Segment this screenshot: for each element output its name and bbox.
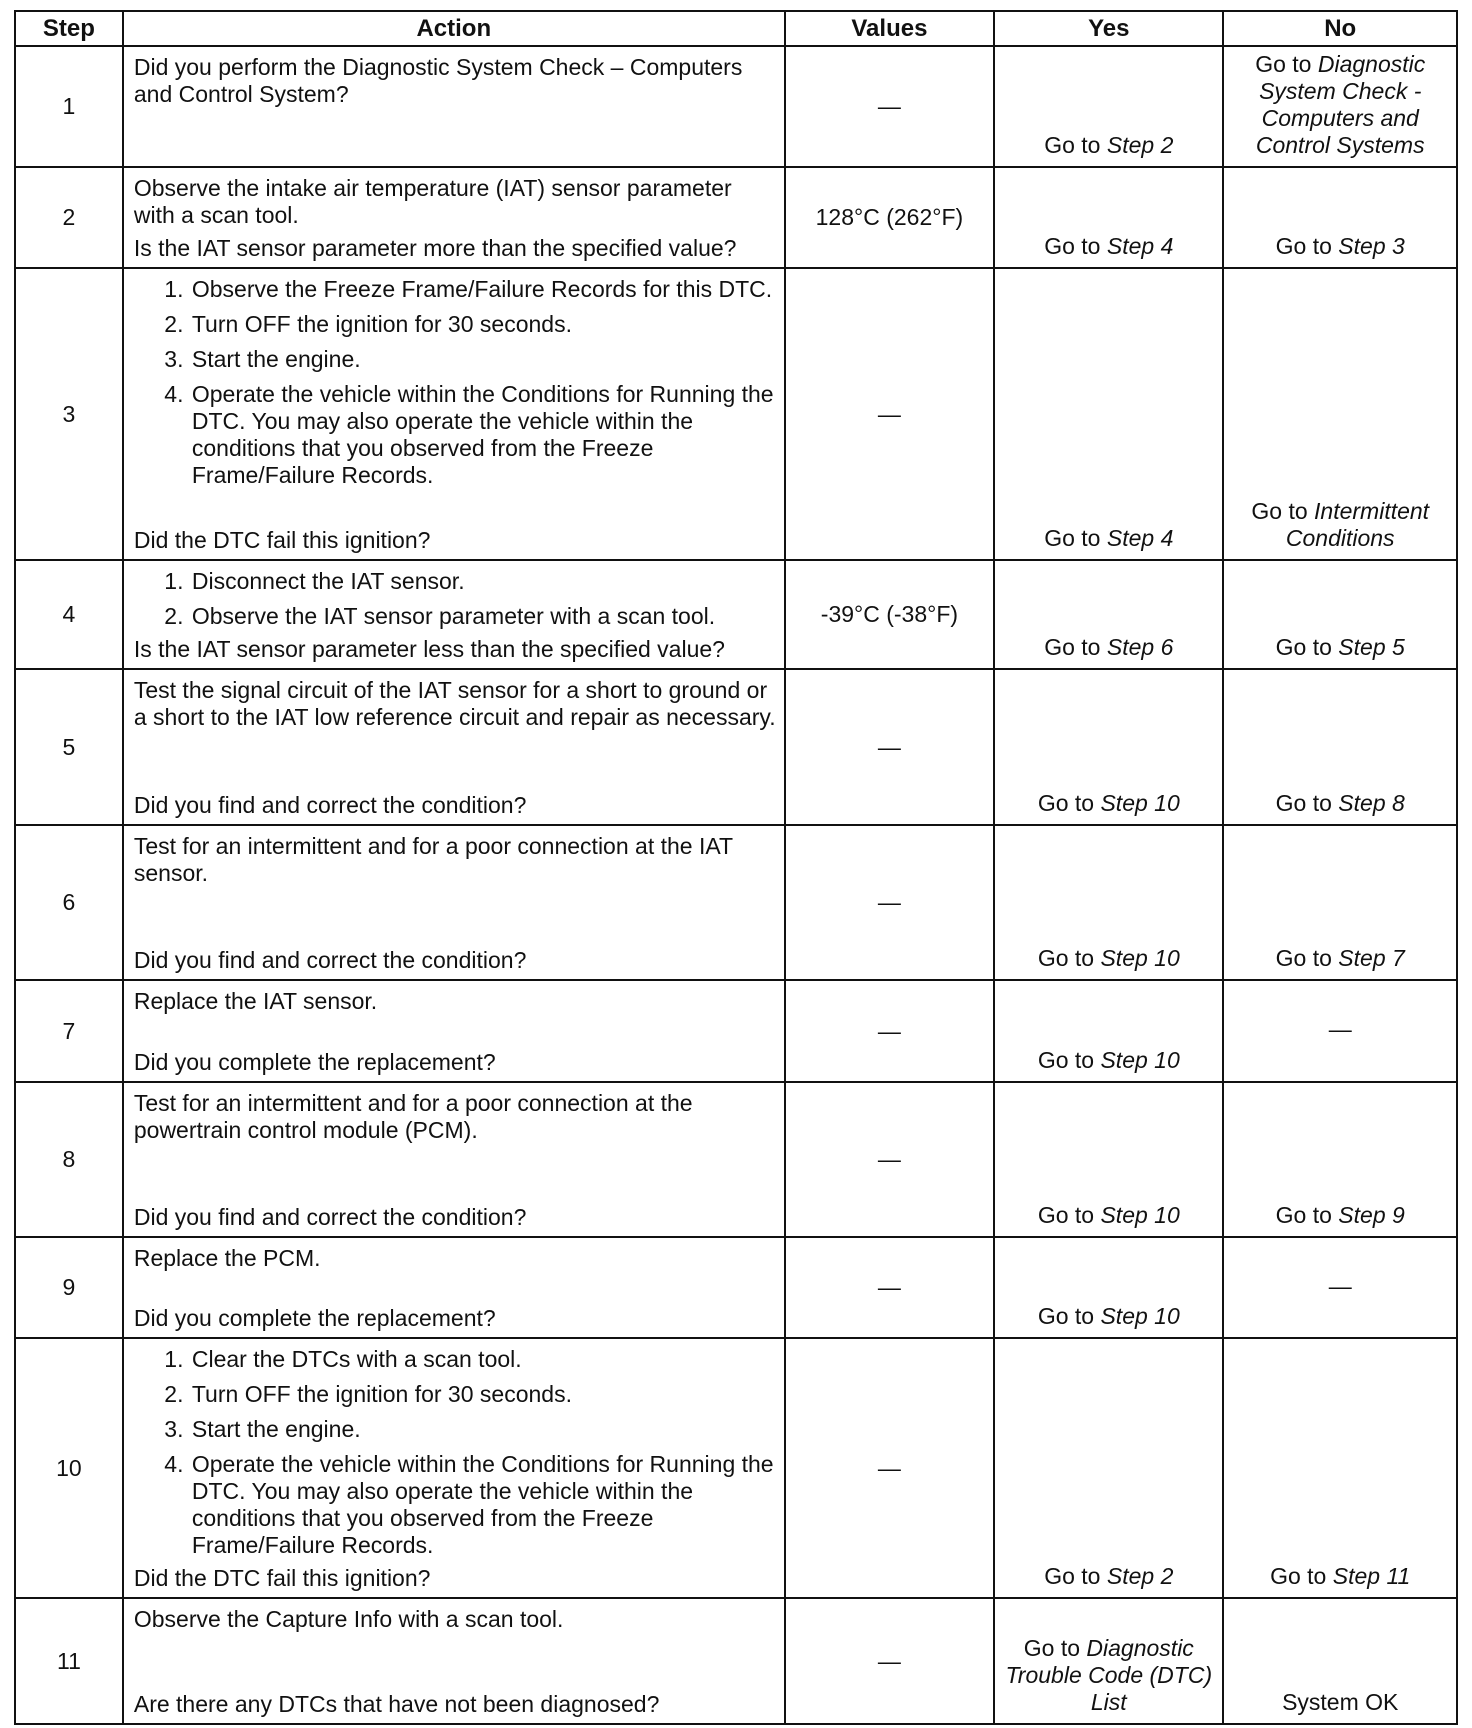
yes-goto-link[interactable]: Step 6 xyxy=(1106,634,1174,660)
step-number: 11 xyxy=(15,1598,123,1724)
yes-goto-link[interactable]: Step 10 xyxy=(1100,945,1180,971)
action-step-item: 1. Observe the Freeze Frame/Failure Records for this DTC. xyxy=(190,276,776,303)
action-step-item: 4. Operate the vehicle within the Conditions for Running the DTC. You may also operate the vehicle within the conditions that you observed from the Freeze Frame/Failure Records. xyxy=(190,1451,776,1559)
yes-goto-link[interactable]: Step 2 xyxy=(1106,132,1174,158)
yes-goto-link[interactable]: Step 10 xyxy=(1100,790,1180,816)
yes-goto-link[interactable]: Step 4 xyxy=(1106,233,1174,259)
yes-cell xyxy=(994,46,1223,167)
no-cell xyxy=(1223,825,1457,980)
action-text: Did you perform the Diagnostic System Check – Computers and Control System? xyxy=(133,54,743,107)
yes-cell xyxy=(994,825,1223,980)
yes-goto-link[interactable]: Step 2 xyxy=(1106,1563,1174,1589)
no-result-text: System OK xyxy=(1282,1689,1399,1715)
yes-goto-prefix: Go to xyxy=(1037,1047,1101,1073)
action-step-item: 2. Observe the IAT sensor parameter with a scan tool. xyxy=(190,603,776,630)
step-number: 4 xyxy=(15,560,123,669)
table-row xyxy=(15,980,1457,1082)
action-step-item: 1. Clear the DTCs with a scan tool. xyxy=(190,1346,776,1373)
step-number: 2 xyxy=(15,167,123,268)
yes-goto-link[interactable]: Step 4 xyxy=(1106,525,1174,551)
yes-cell xyxy=(994,268,1223,560)
value-cell: — xyxy=(785,1598,994,1724)
yes-cell xyxy=(994,1338,1223,1598)
no-goto-link[interactable]: Step 11 xyxy=(1332,1563,1411,1589)
yes-goto-link[interactable]: Step 10 xyxy=(1100,1303,1180,1329)
action-cell xyxy=(123,825,785,980)
header-action: Action xyxy=(123,11,785,46)
value-cell: -39°C (-38°F) xyxy=(785,560,994,669)
header-yes: Yes xyxy=(994,11,1223,46)
yes-goto-prefix: Go to xyxy=(1044,634,1107,660)
yes-goto-prefix: Go to xyxy=(1044,1563,1107,1589)
table-row xyxy=(15,560,1457,669)
yes-goto-prefix: Go to xyxy=(1037,790,1101,816)
table-row xyxy=(15,1082,1457,1237)
no-goto-link[interactable]: Intermittent Conditions xyxy=(1285,498,1430,551)
no-result-text: — xyxy=(1328,1016,1352,1042)
action-steps-list xyxy=(134,1346,776,1559)
action-question: Is the IAT sensor parameter less than the specified value? xyxy=(133,636,725,662)
action-question: Did the DTC fail this ignition? xyxy=(133,527,431,553)
value-cell: — xyxy=(785,268,994,560)
yes-goto-link[interactable]: Diagnostic Trouble Code (DTC) List xyxy=(1005,1635,1213,1715)
yes-goto-prefix: Go to xyxy=(1044,525,1107,551)
step-number: 1 xyxy=(15,46,123,167)
action-cell xyxy=(123,1237,785,1338)
no-cell xyxy=(1223,1338,1457,1598)
yes-cell xyxy=(994,1237,1223,1338)
table-row xyxy=(15,46,1457,167)
no-goto-prefix: Go to xyxy=(1275,945,1339,971)
value-cell: — xyxy=(785,1082,994,1237)
action-step-item: 4. Operate the vehicle within the Conditions for Running the DTC. You may also operate the vehicle within the conditions that you observed from the Freeze Frame/Failure Records. xyxy=(190,381,776,489)
action-cell xyxy=(123,1082,785,1237)
step-number: 10 xyxy=(15,1338,123,1598)
action-text: Observe the Capture Info with a scan tool. xyxy=(133,1606,564,1632)
yes-goto-prefix: Go to xyxy=(1037,1303,1101,1329)
yes-goto-prefix: Go to xyxy=(1044,132,1107,158)
action-question: Is the IAT sensor parameter more than the specified value? xyxy=(133,235,737,261)
yes-cell xyxy=(994,669,1223,825)
value-cell: — xyxy=(785,46,994,167)
yes-goto-link[interactable]: Step 10 xyxy=(1100,1047,1180,1073)
action-step-item: 3. Start the engine. xyxy=(190,1416,776,1443)
action-step-item: 1. Disconnect the IAT sensor. xyxy=(190,568,776,595)
table-row xyxy=(15,1338,1457,1598)
action-question: Did you find and correct the condition? xyxy=(133,792,527,818)
action-cell xyxy=(123,980,785,1082)
value-cell: — xyxy=(785,669,994,825)
no-cell xyxy=(1223,46,1457,167)
step-number: 3 xyxy=(15,268,123,560)
no-goto-link[interactable]: Step 5 xyxy=(1338,634,1405,660)
table-row xyxy=(15,825,1457,980)
no-goto-link[interactable]: Diagnostic System Check - Computers and Control Systems xyxy=(1255,51,1426,158)
no-goto-link[interactable]: Step 3 xyxy=(1338,233,1405,259)
action-text: Test for an intermittent and for a poor connection at the powertrain control module (PCM). xyxy=(133,1090,693,1143)
no-goto-prefix: Go to xyxy=(1275,1202,1339,1228)
diagnostic-table xyxy=(14,10,1458,1725)
value-cell: 128°C (262°F) xyxy=(785,167,994,268)
action-text: Test for an intermittent and for a poor connection at the IAT sensor. xyxy=(133,833,733,886)
no-cell xyxy=(1223,1237,1457,1338)
yes-cell xyxy=(994,167,1223,268)
table-row xyxy=(15,1598,1457,1724)
table-row xyxy=(15,1237,1457,1338)
no-result-text: — xyxy=(1328,1272,1352,1299)
action-text: Replace the IAT sensor. xyxy=(133,988,378,1014)
yes-goto-prefix: Go to xyxy=(1037,945,1101,971)
no-cell xyxy=(1223,167,1457,268)
action-cell xyxy=(123,669,785,825)
action-text: Replace the PCM. xyxy=(133,1245,321,1271)
header-no: No xyxy=(1223,11,1457,46)
value-cell: — xyxy=(785,980,994,1082)
action-question: Did you find and correct the condition? xyxy=(133,1204,527,1230)
action-question: Did you find and correct the condition? xyxy=(133,947,527,973)
action-cell xyxy=(123,46,785,167)
header-row xyxy=(15,11,1457,46)
no-goto-prefix: Go to xyxy=(1275,233,1339,259)
step-number: 6 xyxy=(15,825,123,980)
no-cell xyxy=(1223,560,1457,669)
step-number: 5 xyxy=(15,669,123,825)
no-goto-link[interactable]: Step 7 xyxy=(1338,945,1405,971)
no-goto-prefix: Go to xyxy=(1275,634,1339,660)
no-goto-prefix: Go to xyxy=(1255,51,1318,77)
yes-goto-prefix: Go to xyxy=(1037,1202,1101,1228)
action-text: Observe the intake air temperature (IAT) sensor parameter with a scan tool. xyxy=(133,175,732,228)
yes-goto-prefix: Go to xyxy=(1044,233,1107,259)
action-step-item: 2. Turn OFF the ignition for 30 seconds. xyxy=(190,1381,776,1408)
action-text: Test the signal circuit of the IAT sensor for a short to ground or a short to the IAT low reference circuit and repair as necessary. xyxy=(133,677,776,730)
value-cell: — xyxy=(785,1338,994,1598)
no-cell xyxy=(1223,1598,1457,1724)
table-row xyxy=(15,669,1457,825)
action-cell xyxy=(123,1598,785,1724)
action-cell xyxy=(123,1338,785,1598)
no-goto-prefix: Go to xyxy=(1270,1563,1333,1589)
step-number: 7 xyxy=(15,980,123,1082)
action-question: Are there any DTCs that have not been diagnosed? xyxy=(133,1691,660,1717)
value-cell: — xyxy=(785,1237,994,1338)
no-goto-prefix: Go to xyxy=(1251,498,1315,524)
action-cell xyxy=(123,167,785,268)
yes-goto-link[interactable]: Step 10 xyxy=(1100,1202,1180,1228)
value-cell: — xyxy=(785,825,994,980)
action-cell xyxy=(123,560,785,669)
action-step-item: 2. Turn OFF the ignition for 30 seconds. xyxy=(190,311,776,338)
yes-cell xyxy=(994,1598,1223,1724)
step-number: 9 xyxy=(15,1237,123,1338)
action-question: Did you complete the replacement? xyxy=(133,1305,496,1331)
header-values: Values xyxy=(785,11,994,46)
yes-cell xyxy=(994,560,1223,669)
no-cell xyxy=(1223,268,1457,560)
no-cell xyxy=(1223,1082,1457,1237)
no-cell xyxy=(1223,669,1457,825)
yes-cell xyxy=(994,1082,1223,1237)
no-goto-link[interactable]: Step 9 xyxy=(1338,1202,1405,1228)
action-steps-list xyxy=(134,568,776,630)
action-question: Did you complete the replacement? xyxy=(133,1049,496,1075)
table-row xyxy=(15,268,1457,560)
action-question: Did the DTC fail this ignition? xyxy=(133,1565,431,1591)
no-goto-link[interactable]: Step 8 xyxy=(1338,790,1405,816)
table-row xyxy=(15,167,1457,268)
action-cell xyxy=(123,268,785,560)
header-step: Step xyxy=(15,11,123,46)
no-cell xyxy=(1223,980,1457,1082)
no-goto-prefix: Go to xyxy=(1275,790,1339,816)
action-step-item: 3. Start the engine. xyxy=(190,346,776,373)
yes-goto-prefix: Go to xyxy=(1023,1635,1087,1661)
yes-cell xyxy=(994,980,1223,1082)
step-number: 8 xyxy=(15,1082,123,1237)
action-steps-list xyxy=(134,276,776,489)
